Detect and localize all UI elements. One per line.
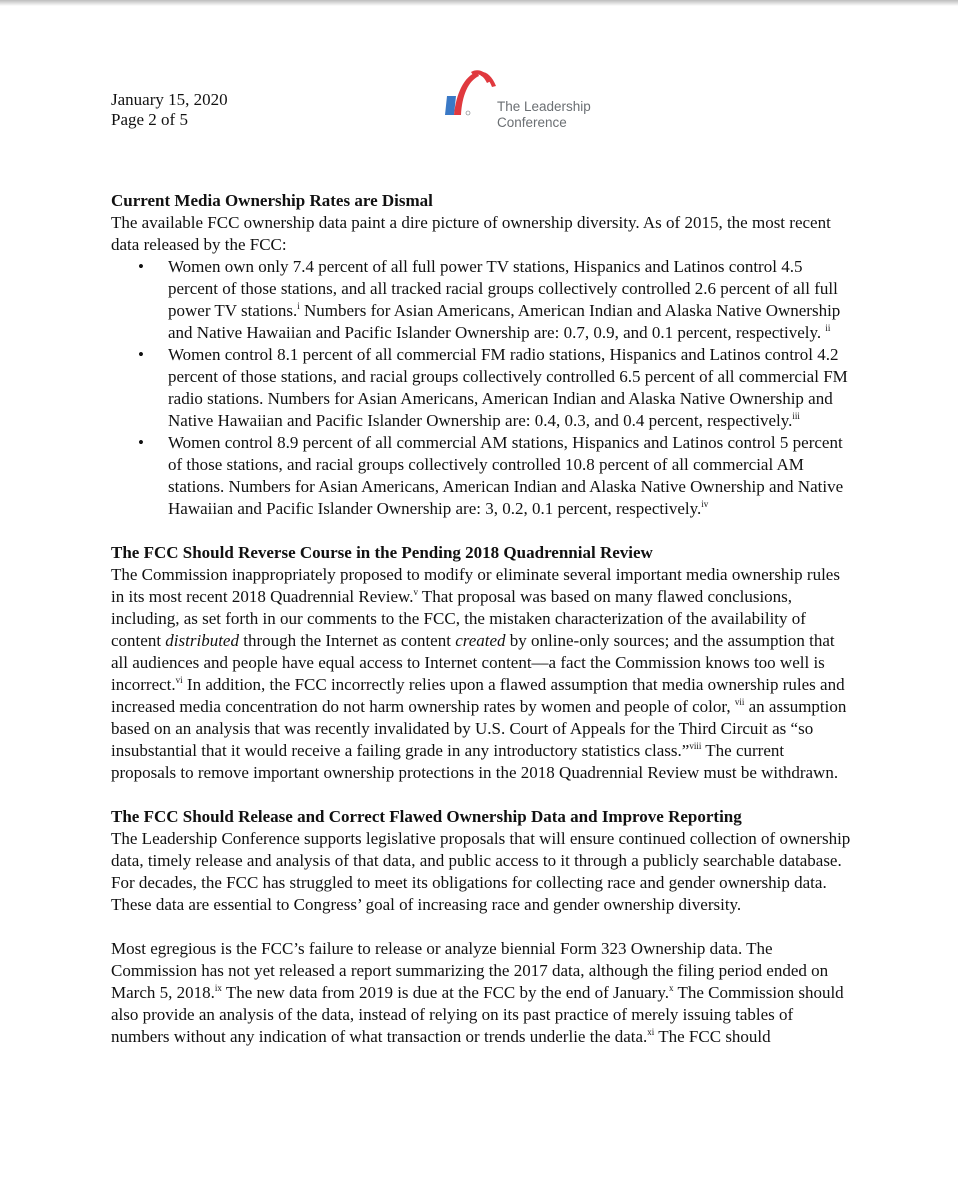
footnote-ref[interactable]: viii xyxy=(689,741,702,751)
footnote-ref[interactable]: i xyxy=(297,301,300,311)
form-323-paragraph: Most egregious is the FCC’s failure to release or analyze biennial Form 323 Ownership data. The Commission has not yet released a report summarizing the 2017 data, although the filing period ended on March 5, 2018.$^{ix}$ The new data from 2019 is due at the FCC by the end of January.$^x$ The Commission should also provide an analysis of the data, instead of relying on its past practice of merely issuing tables of numbers without any indication of what transaction or trends underlie the data.$^{xi}$ The FCC should xyxy=(111,939,844,1046)
footnote-ref[interactable]: xi xyxy=(647,1027,655,1037)
section-intro: The available FCC ownership data paint a dire picture of ownership diversity. As of 2015, the most recent data released by the FCC: xyxy=(111,213,831,254)
footnote-ref[interactable]: iv xyxy=(701,499,709,509)
bullet-icon: • xyxy=(138,345,144,364)
bullet-am-stations: • Women control 8.9 percent of all commercial AM stations, Hispanics and Latinos control 5 percent of those stations, and racial groups collectively controlled 10.8 percent of all commercial AM stations. Numbers for Asian Americans, American Indian and Alaska Native Ownership and Native Hawaiian and Pacific Islander Ownership are: 3, 0.2, 0.1 percent, respectively.$^{iv}$ xyxy=(138,433,844,518)
bullet-tv-stations: • Women own only 7.4 percent of all full power TV stations, Hispanics and Latinos control 4.5 percent of those stations, and all tracked racial groups collectively controlled 2.6 percent of all full power TV stations.$^i$ Numbers for Asian Americans, American Indian and Alaska Native Ownership and Native Hawaiian and Pacific Islander Ownership are: 0.7, 0.9, and 0.1 percent, respectively. $^{ii}$ xyxy=(138,257,841,342)
bullet-fm-stations: • Women control 8.1 percent of all commercial FM radio stations, Hispanics and Latinos control 4.2 percent of those stations, and racial groups collectively controlled 6.5 percent of all commercial FM radio stations. Numbers for Asian Americans, American Indian and Alaska Native Ownership and Native Hawaiian and Pacific Islander Ownership are: 0.4, 0.3, and 0.4 percent, respectively.$^{iii}$ xyxy=(138,345,848,430)
arch-logo-icon xyxy=(444,66,504,128)
logo-wordmark: The Leadership Conference xyxy=(497,99,591,130)
letter-header xyxy=(111,90,228,130)
leadership-conference-logo xyxy=(444,66,604,136)
footnote-ref[interactable]: v xyxy=(413,587,418,597)
footnote-ref[interactable]: vii xyxy=(734,697,745,707)
bullet-icon: • xyxy=(138,257,144,276)
page-number: Page 2 of 5 xyxy=(111,110,188,129)
letter-date: January 15, 2020 xyxy=(111,90,228,109)
document-body xyxy=(111,190,851,1048)
section-heading-quadrennial-review: The FCC Should Reverse Course in the Pending 2018 Quadrennial Review xyxy=(111,543,653,562)
window-top-shadow xyxy=(0,0,958,6)
quadrennial-review-paragraph: The Commission inappropriately proposed to modify or eliminate several important media ownership rules in its most recent 2018 Quadrennial Review.$^v$ That proposal was based on many flawed conclusions, including, as set forth in our comments to the FCC, the mistaken characterization of the availability of content distributed through the Internet as content created by online-only sources; and the assumption that all audiences and people have equal access to Internet content—a fact the Commission knows too well is incorrect.$^{vi}$ In addition, the FCC incorrectly relies upon a flawed assumption that media ownership rules and increased media concentration do not harm ownership rates by women and people of color, $^{vii}$ an assumption based on an analysis that was recently invalidated by U.S. Court of Appeals for the Third Circuit as “so insubstantial that it would receive a failing grade in any introductory statistics class.”$^{viii}$ The current proposals to remove important ownership protections in the 2018 Quadrennial Review must be withdrawn. xyxy=(111,565,847,782)
footnote-ref[interactable]: ii xyxy=(825,323,831,333)
footnote-ref[interactable]: vi xyxy=(175,675,183,685)
section-heading-ownership-rates: Current Media Ownership Rates are Dismal xyxy=(111,191,433,210)
footnote-ref[interactable]: iii xyxy=(792,411,800,421)
footnote-ref[interactable]: x xyxy=(669,983,674,993)
ownership-bullet-list xyxy=(111,256,851,520)
bullet-icon: • xyxy=(138,433,144,452)
ownership-data-paragraph: The Leadership Conference supports legislative proposals that will ensure continued collection of ownership data, timely release and analysis of that data, and public access to it through a publicly searchable database. For decades, the FCC has struggled to meet its obligations for collecting race and gender ownership data. These data are essential to Congress’ goal of increasing race and gender ownership diversity. xyxy=(111,829,851,914)
section-heading-ownership-data: The FCC Should Release and Correct Flawed Ownership Data and Improve Reporting xyxy=(111,807,742,826)
footnote-ref[interactable]: ix xyxy=(214,983,222,993)
